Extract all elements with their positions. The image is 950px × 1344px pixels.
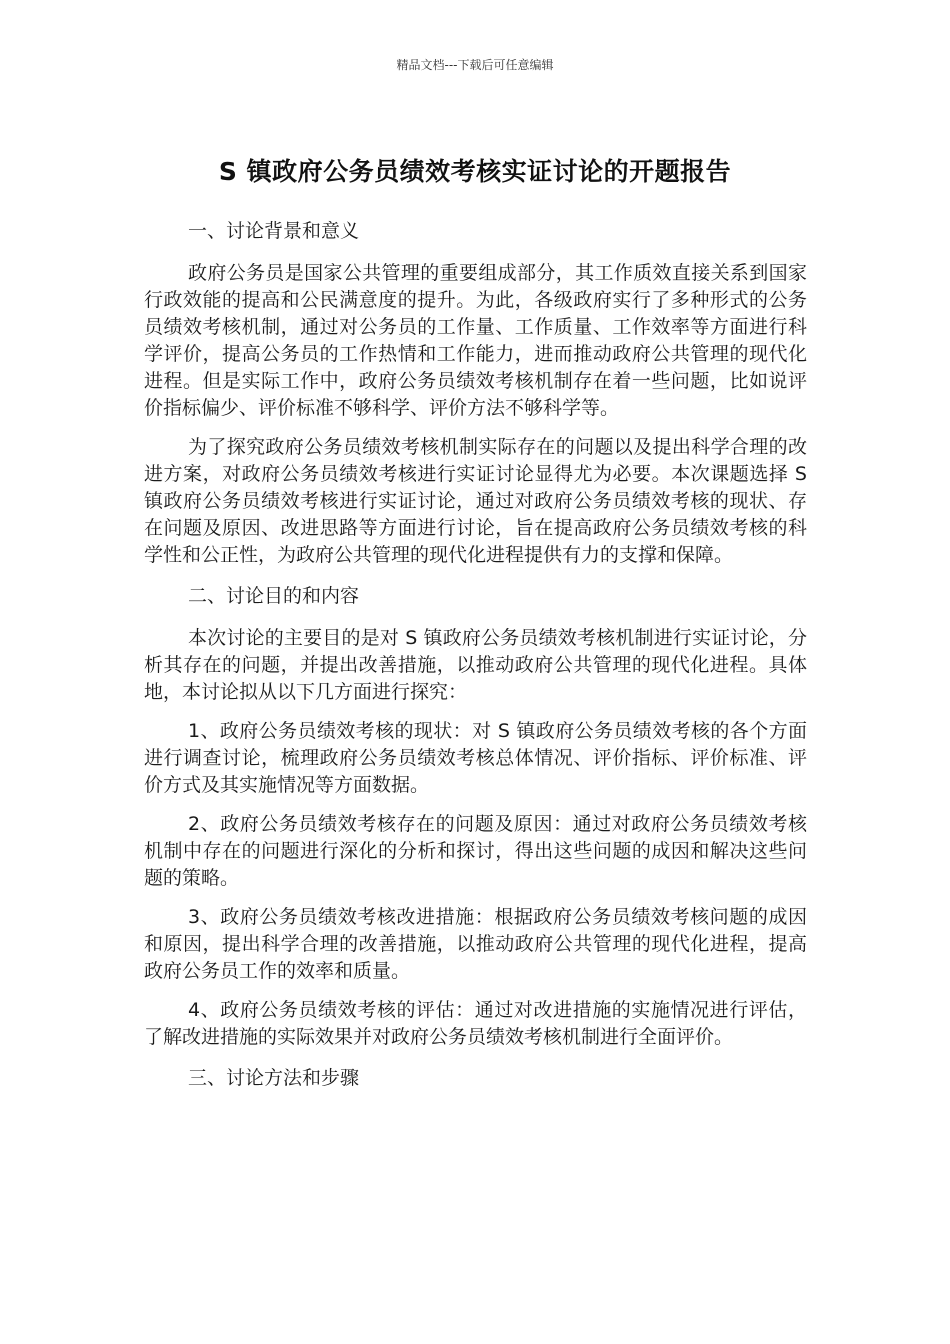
section-2-item-2: 2、政府公务员绩效考核存在的问题及原因：通过对政府公务员绩效考核机制中存在的问题进行深化的分析和探讨，得出这些问题的成因和解决这些问题的策略。 xyxy=(144,813,807,889)
section-1-paragraph-1: 政府公务员是国家公共管理的重要组成部分，其工作质效直接关系到国家行政效能的提高和公民满意度的提升。为此，各级政府实行了多种形式的公务员绩效考核机制，通过对公务员的工作量、工作质量、工作效率等方面进行科学评价，提高公务员的工作热情和工作能力，进而推动政府公共管理的现代化进程。但是实际工作中，政府公务员绩效考核机制存在着一些问题，比如说评价指标偏少、评价标准不够科学、评价方法不够科学等。 xyxy=(144,262,807,419)
section-2-paragraph-1: 本次讨论的主要目的是对 S 镇政府公务员绩效考核机制进行实证讨论，分析其存在的问题，并提出改善措施，以推动政府公共管理的现代化进程。具体地，本讨论拟从以下几方面进行探究： xyxy=(144,627,807,703)
section-heading-3: 三、讨论方法和步骤 xyxy=(188,1067,360,1089)
section-2-item-3: 3、政府公务员绩效考核改进措施：根据政府公务员绩效考核问题的成因和原因，提出科学合理的改善措施，以推动政府公共管理的现代化进程，提高政府公务员工作的效率和质量。 xyxy=(144,906,807,982)
document-body xyxy=(144,218,807,1107)
section-2-item-4: 4、政府公务员绩效考核的评估：通过对改进措施的实施情况进行评估，了解改进措施的实际效果并对政府公务员绩效考核机制进行全面评价。 xyxy=(144,999,807,1048)
section-2-item-1: 1、政府公务员绩效考核的现状：对 S 镇政府公务员绩效考核的各个方面进行调查讨论，梳理政府公务员绩效考核总体情况、评价指标、评价标准、评价方式及其实施情况等方面数据。 xyxy=(144,720,807,796)
section-heading-2: 二、讨论目的和内容 xyxy=(188,585,360,607)
document-title: S 镇政府公务员绩效考核实证讨论的开题报告 xyxy=(218,156,732,186)
section-heading-1: 一、讨论背景和意义 xyxy=(188,220,360,242)
page-header: 精品文档---下载后可任意编辑 xyxy=(396,58,554,72)
section-1-paragraph-2: 为了探究政府公务员绩效考核机制实际存在的问题以及提出科学合理的改进方案，对政府公务员绩效考核进行实证讨论显得尤为必要。本次课题选择 S 镇政府公务员绩效考核进行实证讨论，通过对政府公务员绩效考核的现状、存在问题及原因、改进思路等方面进行讨论，旨在提高政府公务员绩效考核的科学性和公正性，为政府公共管理的现代化进程提供有力的支撑和保障。 xyxy=(144,436,807,566)
